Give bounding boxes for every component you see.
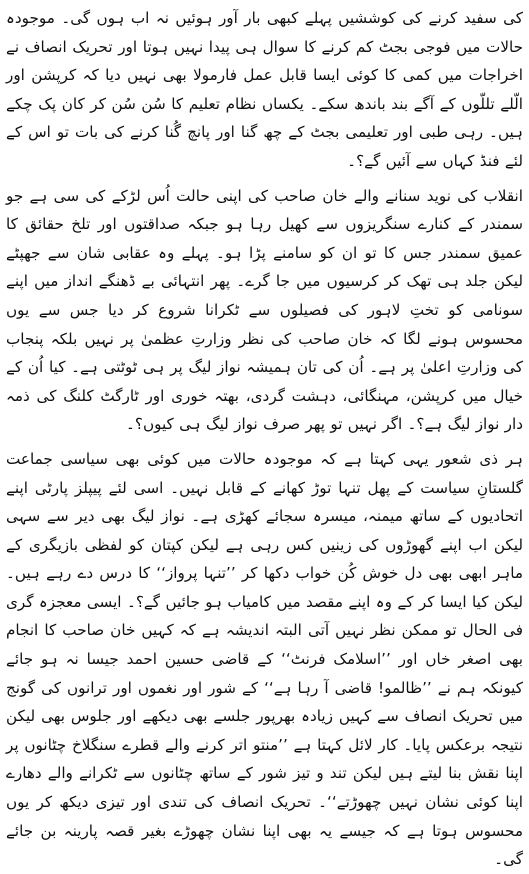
paragraph: ہر ذی شعور یہی کہتا ہے کہ موجودہ حالات میں کوئی بھی سیاسی جماعت گلستانِ سیاست کے پھل تنہا توڑ کھانے کے قابل نہیں۔ اسی لئے پیپلز پارٹی اپنے اتحادیوں کے ساتھ میمنہ، میسرہ سجائے کھڑی ہے۔ نواز لیگ بھی دیر سے سہی لیکن اب اپنے گھوڑوں کی زینیں کس رہی ہے لیکن کپتان کو لفظی بازیگری کے ماہر ابھی بھی دل خوش کُن خواب دکھا کر ’’تنہا پرواز‘‘ کا درس دے رہے ہیں۔ لیکن کیا ایسا کر کے وہ اپنے مقصد میں کامیاب ہو جائیں گے؟۔ ایسی معجزہ گری فی الحال تو ممکن نظر نہیں آتی البتہ اندیشہ ہے کہ کہیں خان صاحب کا انجام بھی اصغر خاں اور ’’اسلامک فرنٹ‘‘ کے قاضی حسین احمد جیسا نہ ہو جائے کیونکہ ہم نے ’’ظالمو! قاضی آ رہا ہے‘‘ کے شور اور نغموں اور ترانوں کی گونج میں تحریک انصاف سے کہیں زیادہ بھرپور جلسے بھی دیکھے اور جلوس بھی لیکن نتیجہ برعکس پایا۔ کار لائل کہتا ہے ’’منتو اتر کرنے والے قطرے سنگلاخ چٹانوں پر اپنا نقش بنا لیتے ہیں لیکن تند و تیز شور کے ساتھ چٹانوں سے ٹکرانے والے دھارے اپنا کوئی نشان نہیں چھوڑتے‘‘۔ تحریک انصاف کی تندی اور تیزی دیکھ کر یوں محسوس ہوتا ہے کہ جیسے یہ بھی اپنا نشان چھوڑے بغیر قصہ پارینہ بن جائے گی۔ <box>6 449 523 869</box>
paragraph: کی سفید کرنے کی کوششیں پہلے کبھی بار آور ہوئیں نہ اب ہوں گی۔ موجودہ حالات میں فوجی بجٹ کم کرنے کا سوال ہی پیدا نہیں ہوتا اور تحریک انصاف نے اخراجات میں کمی کا کوئی ایسا قابل عمل فارمولا بھی نہیں دیا کہ کرپشن اور الّلے تللّوں کے آگے بند باندھ سکے۔ یکساں نظام تعلیم کا سُن سُن کر کان پک چکے ہیں۔ رہی طبی اور تعلیمی بجٹ کے چھ گنا اور پانچ گُنا کرنے کی بات تو اس کے لئے فنڈ کہاں سے آئیں گے؟۔ <box>6 9 523 170</box>
paragraph: انقلاب کی نوید سنانے والے خان صاحب کی اپنی حالت اُس لڑکے کی سی ہے جو سمندر کے کنارے سنگریزوں سے کھیل رہا ہو جبکہ صداقتوں اور تلخ حقائق کا عمیق سمندر جس کا تو ان کو سامنے پڑا ہو۔ پہلے وہ عقابی شان سے جھپٹے لیکن جلد ہی تھک کر کرسیوں میں جا گرے۔ پھر انتہائی بے ڈھنگے انداز میں اپنے سونامی کو تختِ لاہور کی فصیلوں سے ٹکرانا شروع کر دیا جس سے یوں محسوس ہونے لگا کہ خان صاحب کی نظر وزارتِ عظمیٰ پر نہیں بلکہ پنجاب کی وزارتِ اعلیٰ پر ہے۔ اُن کی تان ہمیشہ نواز لیگ پر ہی ٹوٹتی ہے۔ کیا اُن کے خیال میں کرپشن، مہنگائی، دہشت گردی، بھتہ خوری اور ٹارگٹ کلنگ کی ذمہ دار نواز لیگ ہے؟۔ اگر نہیں تو پھر صرف نواز لیگ ہی کیوں؟۔ <box>6 186 523 434</box>
